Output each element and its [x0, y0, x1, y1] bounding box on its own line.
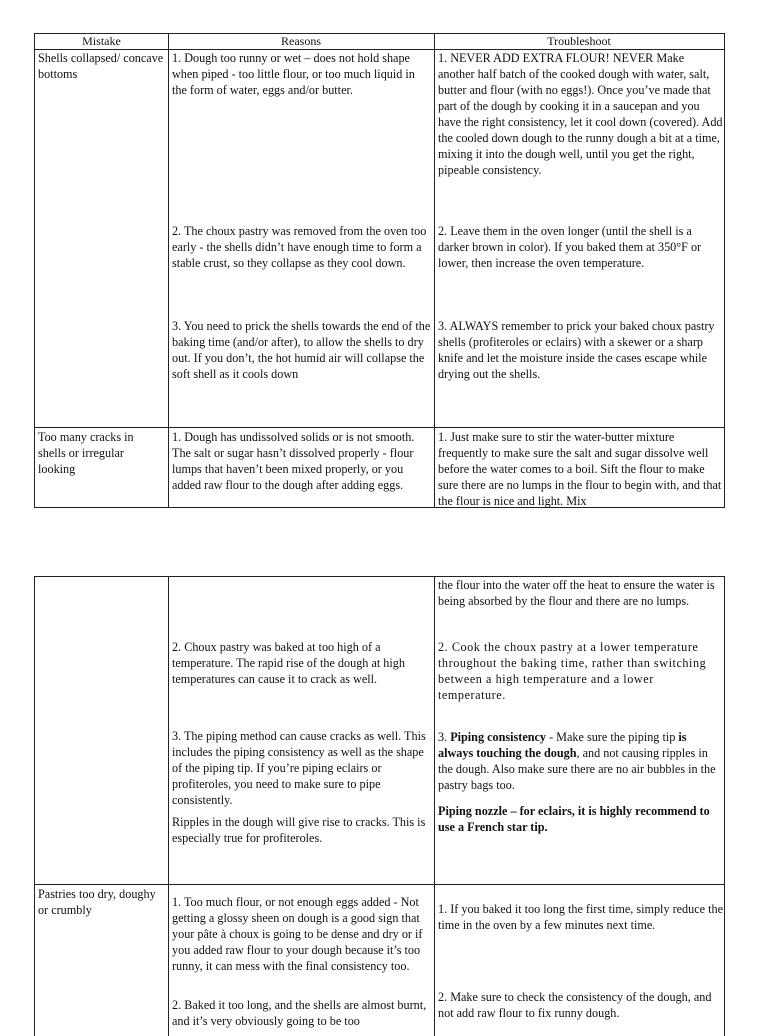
header-mistake: Mistake [82, 34, 121, 48]
column-divider [434, 34, 435, 507]
troubleshoot-cell: 2. Cook the choux pastry at a lower temperature throughout the baking time, rather than switching between a high temperature and a lower temperature. [438, 640, 707, 702]
mistake-cell: Too many cracks in shells or irregular looking [38, 430, 134, 476]
reason-cell: 2. Baked it too long, and the shells are almost burnt, and it’s very obviously going to be too [172, 998, 427, 1028]
troubleshooting-table-1 [34, 33, 725, 508]
troubleshoot-cell: 1. If you baked it too long the first time, simply reduce the time in the oven by a few minutes next time. [438, 902, 723, 932]
text-run: , and not causing ripples in the dough. Also make sure there are no air bubbles in the pastry bags too. [438, 746, 716, 792]
bold-text: is always touching the dough [438, 730, 687, 760]
troubleshoot-cell: 1. Just make sure to stir the water-butter mixture frequently to make sure the salt and sugar dissolve well before the water comes to a boil. Sift the flour to make sure there are no lumps in the flour to begin with, and that the flour is nice and light. Mix [438, 430, 722, 508]
troubleshoot-cell: 3. ALWAYS remember to prick your baked choux pastry shells (profiteroles or eclairs) with a skewer or a sharp knife and let the moisture inside the cases escape while drying out the shells. [438, 319, 715, 381]
reason-cell: 3. The piping method can cause cracks as well. This includes the piping consistency as well as the shape of the piping tip. If you’re piping eclairs or profiteroles, you need to make sure to pipe consistently. [172, 729, 426, 807]
troubleshoot-cell: the flour into the water off the heat to ensure the water is being absorbed by the flour and there are no lumps. [438, 578, 715, 608]
troubleshoot-cell: 1. NEVER ADD EXTRA FLOUR! NEVER Make another half batch of the cooked dough with water, salt, butter and flour (with no eggs!). Once you’ve made that part of the dough by cooking it in a saucepan and you have the right consistency, let it cool down (covered). Add the cooled down dough to the runny dough a bit at a time, mixing it into the dough well, until you get the right, pipeable consistency. [438, 51, 723, 177]
text-run: 3. [438, 730, 451, 744]
reason-cell: Ripples in the dough will give rise to cracks. This is especially true for profiteroles. [172, 815, 426, 845]
reason-cell: 3. You need to prick the shells towards the end of the baking time (and/or after), to allow the shells to dry out. If you don’t, the hot humid air will collapse the soft shell as it cools down [172, 319, 431, 381]
reason-cell: 1. Too much flour, or not enough eggs added - Not getting a glossy sheen on dough is a good sign that your pâte à choux is going to be dense and dry or if you added raw flour to your dough because it’s too runny, it can mess with the final consistency too. [172, 895, 423, 973]
troubleshoot-cell: 2. Make sure to check the consistency of the dough, and not add raw flour to fix runny dough. [438, 990, 712, 1020]
text-run: - Make sure the piping tip [546, 730, 679, 744]
reason-cell: 1. Dough has undissolved solids or is not smooth. The salt or sugar hasn’t dissolved properly - flour lumps that haven’t been mixed properly, or you added raw flour to the dough after adding eggs. [172, 430, 415, 492]
row-divider [35, 427, 724, 428]
reason-cell: 1. Dough too runny or wet – does not hold shape when piped - too little flour, or too much liquid in the form of water, eggs and/or butter. [172, 51, 415, 97]
header-reasons: Reasons [281, 34, 321, 48]
column-divider [168, 577, 169, 1036]
reason-cell: 2. Choux pastry was baked at too high of a temperature. The rapid rise of the dough at high temperatures can cause it to crack as well. [172, 640, 405, 686]
mistake-cell: Shells collapsed/ concave bottoms [38, 51, 164, 81]
row-divider [35, 884, 724, 885]
column-divider [434, 577, 435, 1036]
bold-text: Piping consistency [450, 730, 547, 744]
reason-cell: 2. The choux pastry was removed from the oven too early - the shells didn’t have enough time to form a stable crust, so they collapse as they cool down. [172, 224, 427, 270]
column-divider [168, 34, 169, 507]
header-troubleshoot: Troubleshoot [547, 34, 611, 48]
troubleshoot-cell [438, 803, 723, 835]
bold-text: Piping nozzle – for eclairs, it is highly recommend to use a French star tip. [438, 804, 710, 834]
troubleshoot-cell [438, 729, 723, 793]
mistake-cell: Pastries too dry, doughy or crumbly [38, 887, 156, 917]
troubleshoot-cell: 2. Leave them in the oven longer (until the shell is a darker brown in color). If you baked them at 350°F or lower, then increase the oven temperature. [438, 224, 702, 270]
troubleshooting-table-2 [34, 576, 725, 1036]
